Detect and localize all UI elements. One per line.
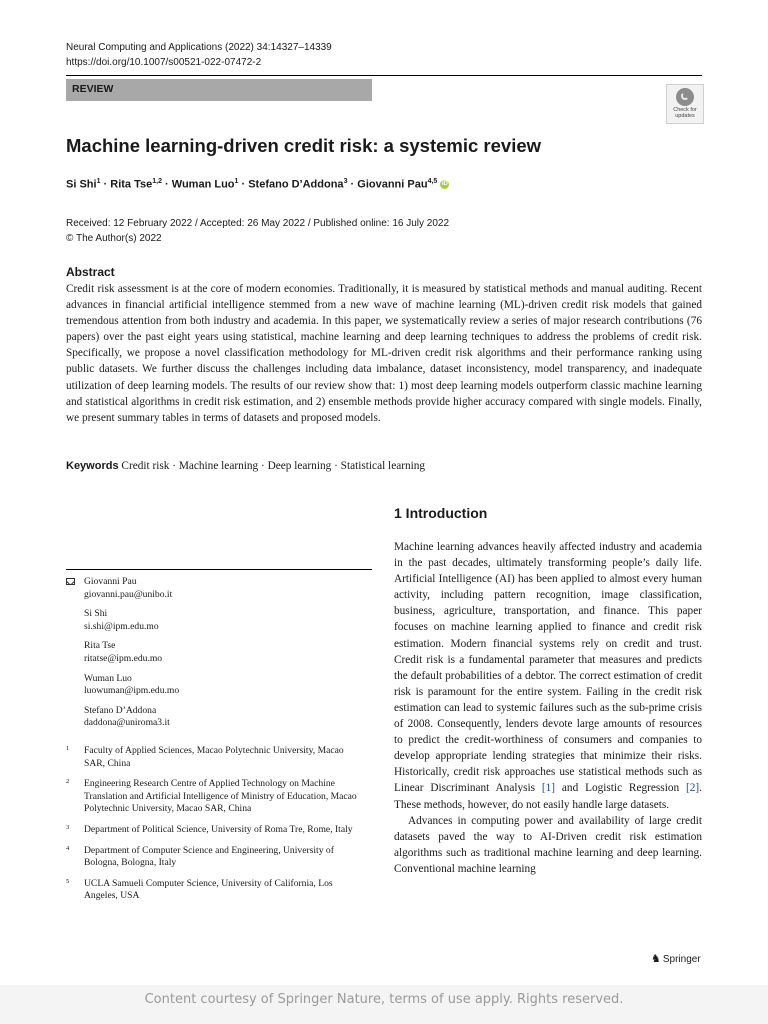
contact-email[interactable]: ritatse@ipm.edu.mo bbox=[84, 652, 163, 664]
copyright-line: © The Author(s) 2022 bbox=[66, 232, 162, 244]
contact-entry: Rita Tse ritatse@ipm.edu.mo bbox=[84, 640, 179, 665]
springer-horse-icon: ♞ bbox=[651, 953, 661, 965]
check-for-updates-badge[interactable] bbox=[666, 84, 704, 124]
contact-email[interactable]: giovanni.pau@unibo.it bbox=[84, 588, 173, 600]
affiliation-item: 2 Engineering Research Centre of Applied Technology on Machine Translation and Artificial Intelligence of Ministry of Education, Macao Polytechnic University, Macao SAR, China bbox=[66, 778, 357, 815]
contact-entry: Wuman Luo luowuman@ipm.edu.mo bbox=[84, 672, 180, 697]
affiliation-list bbox=[66, 745, 366, 911]
envelope-icon bbox=[66, 578, 75, 585]
author-affil-sup: 3 bbox=[343, 178, 348, 185]
courtesy-notice: Content courtesy of Springer Nature, terms of use apply. Rights reserved. bbox=[144, 992, 624, 1007]
footnote-rule bbox=[66, 569, 372, 570]
orcid-icon[interactable]: iD bbox=[441, 181, 448, 188]
author-list: Si Shi$^1$ · Rita Tse$^{1,2}$ · Wuman Luo$^1$ · Stefano D’Addona$^3$ · Giovanni Pau$^{4,5}$ iD bbox=[66, 178, 448, 191]
author-name[interactable]: Stefano D’Addona bbox=[248, 178, 344, 191]
abstract-text: Credit risk assessment is at the core of modern economies. Traditionally, it is measured by statistical methods and manual auditing. Recent advances in financial artificial intelligence stemmed from a new wave of machine learning (ML)-driven credit risk models that gained tremendous attention from both industry and academia. In this paper, we systematically review a series of major research contributions (76 papers) over the past eight years using statistical, machine learning and deep learning techniques to address the problems of credit risk. Specifically, we propose a novel classification methodology for ML-driven credit risk algorithms and their performance ranking using public datasets. We further discuss the challenges including data imbalance, dataset inconsistency, model transparency, and inadequate utilization of deep learning models. The results of our review show that: 1) most deep learning models outperform classic machine learning and statistical algorithms in credit risk estimation, and 2) ensemble methods provide higher accuracy compared with single models. Finally, we present summary tables in terms of datasets and proposed models. bbox=[66, 283, 702, 424]
citation-link[interactable]: [2] bbox=[685, 782, 700, 795]
author-affil-sup: 4,5 bbox=[427, 178, 438, 185]
correspondence-block bbox=[66, 576, 180, 737]
journal-citation bbox=[66, 40, 332, 70]
affiliation-item: 3 Department of Political Science, University of Roma Tre, Rome, Italy bbox=[66, 823, 353, 835]
author-affil-sup: 1 bbox=[234, 178, 239, 185]
section-heading-introduction: 1 Introduction bbox=[394, 505, 488, 521]
author-name[interactable]: Wuman Luo bbox=[171, 178, 235, 191]
affiliation-item: 1 Faculty of Applied Sciences, Macao Polytechnic University, Macao SAR, China bbox=[66, 745, 344, 769]
update-icon bbox=[676, 88, 694, 106]
contact-entry: Stefano D’Addona daddona@uniroma3.it bbox=[84, 705, 179, 730]
affiliation-item: 5 UCLA Samueli Computer Science, University of California, Los Angeles, USA bbox=[66, 877, 333, 902]
journal-line: Neural Computing and Applications (2022) 34:14327–14339 bbox=[66, 42, 332, 53]
contact-entry: Si Shi si.shi@ipm.edu.mo bbox=[84, 608, 179, 633]
author-name[interactable]: Si Shi bbox=[66, 178, 97, 191]
article-type-label: REVIEW bbox=[72, 83, 114, 95]
intro-paragraph: Machine learning advances heavily affected industry and academia in the past decades, ultimately transforming people’s daily life. Artificial Intelligence (AI) has been applied to almost every human activity, including pattern recognition, image classification, business, agriculture, transportation, and finance. This paper focuses on machine learning applied to finance and credit risk estimation. Modern financial systems rely on credit and trust. Credit risk is a fundamental parameter that measures and predicts the default probabilities of a debtor. The correct estimation of credit risk is paramount for the entire system. Failing in the credit risk estimation can lead to systemic failures such as the sub-prime crisis of 2008. Consequently, lenders devote large amounts of resources to predict the credit-worthiness of consumers and companies to develop appropriate lending strategies that minimize their risks. Historically, credit risk approaches use statistical methods such as Linear Discriminant Analysis [1] and Logistic Regression [2]. These methods, however, do not easily handle large datasets. bbox=[394, 541, 702, 811]
publication-dates bbox=[66, 217, 449, 246]
doi-link[interactable]: https://doi.org/10.1007/s00521-022-07472-2 bbox=[66, 57, 262, 68]
keywords-list: Credit risk · Machine learning · Deep learning · Statistical learning bbox=[121, 460, 426, 472]
contact-entry: Giovanni Pau giovanni.pau@unibo.it bbox=[84, 576, 179, 601]
badge-label: Check for updates bbox=[673, 107, 697, 119]
affiliation-item: 4 Department of Computer Science and Engineering, University of Bologna, Bologna, Italy bbox=[66, 844, 334, 869]
keywords-line bbox=[66, 460, 425, 472]
intro-paragraph: Advances in computing power and availability of large credit datasets paved the way to AI-Driven credit risk estimation algorithms such as traditional machine learning and deep learning. Conventional machine learning bbox=[394, 814, 702, 875]
header-rule bbox=[66, 75, 702, 76]
contact-email[interactable]: luowuman@ipm.edu.mo bbox=[84, 685, 180, 697]
author-affil-sup: 1 bbox=[96, 178, 101, 185]
contact-email[interactable]: si.shi@ipm.edu.mo bbox=[84, 620, 159, 632]
paper-title: Machine learning-driven credit risk: a systemic review bbox=[66, 135, 542, 156]
article-type-bar bbox=[66, 79, 372, 101]
dates-line: Received: 12 February 2022 / Accepted: 26 May 2022 / Published online: 16 July 2022 bbox=[66, 218, 450, 229]
author-affil-sup: 1,2 bbox=[152, 178, 162, 185]
keywords-label: Keywords bbox=[66, 460, 119, 472]
abstract-heading: Abstract bbox=[66, 265, 115, 279]
contact-email[interactable]: daddona@uniroma3.it bbox=[84, 717, 170, 729]
citation-link[interactable]: [1] bbox=[541, 782, 556, 795]
author-name[interactable]: Rita Tse bbox=[110, 178, 153, 191]
author-name[interactable]: Giovanni Pau bbox=[357, 178, 428, 191]
introduction-body bbox=[394, 539, 702, 877]
publisher-logo: ♞ Springer bbox=[651, 953, 701, 965]
